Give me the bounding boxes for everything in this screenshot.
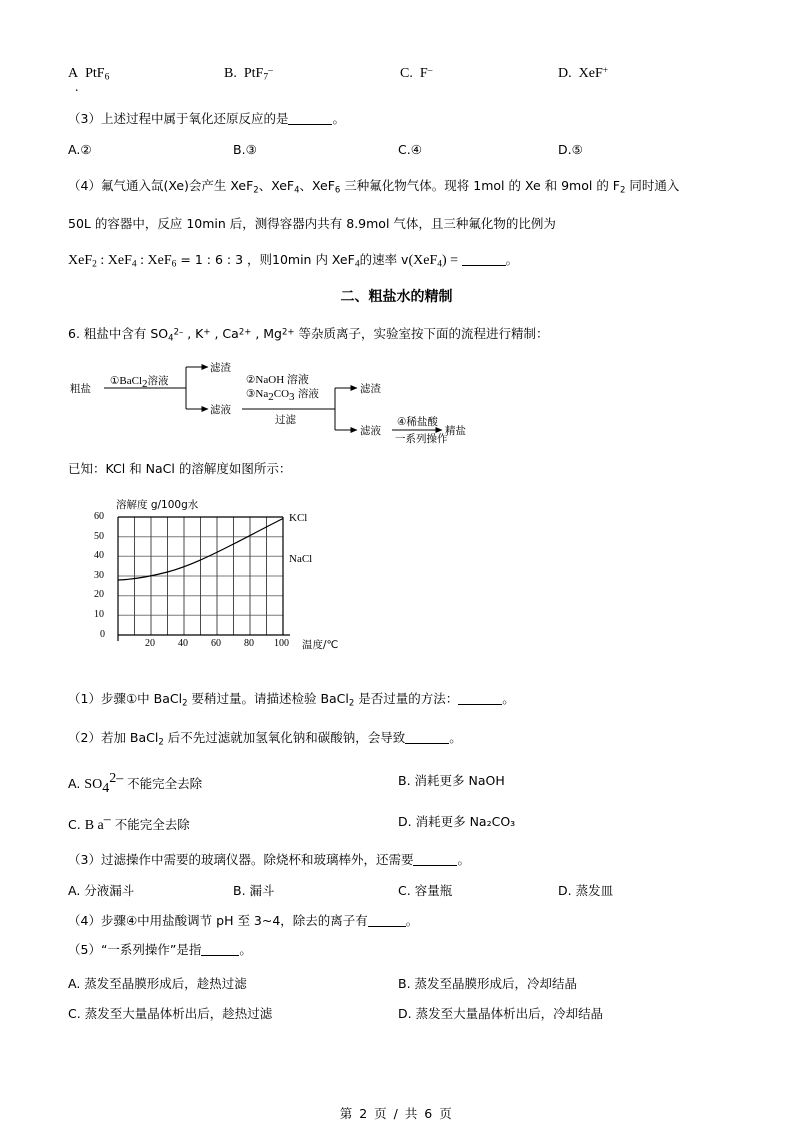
q6-2-a: （2）若加 BaCl bbox=[68, 730, 159, 745]
option-b-letter: B. bbox=[224, 66, 237, 81]
q6-4-a: （4）步骤④中用盐酸调节 pH 至 3~4，除去的离子有 bbox=[68, 913, 368, 928]
question-6-stem bbox=[68, 325, 728, 345]
question-4-line-2: 50L 的容器中，反应 10min 后，测得容器内共有 8.9mol 气体，且三种氟化物的比例为 bbox=[68, 216, 556, 231]
option-d-letter: D. bbox=[558, 66, 572, 81]
q4-l3-s4: 4 bbox=[354, 259, 360, 270]
series-label-kcl: KCl bbox=[289, 512, 308, 524]
option-c-sup: – bbox=[427, 66, 433, 77]
q4-l1-sub3: 6 bbox=[334, 185, 341, 196]
q3-option-a-label: A. bbox=[68, 142, 81, 157]
option-b-sup: – bbox=[268, 66, 273, 77]
q3-option-a-value: ② bbox=[80, 142, 92, 157]
q6-3-option-a-text: 分液漏斗 bbox=[84, 883, 135, 898]
q4-l3-a: XeF bbox=[68, 253, 93, 268]
q6-1-sub2: 2 bbox=[348, 698, 355, 709]
flow-branch1-top: 滤渣 bbox=[210, 362, 231, 374]
question-6-2 bbox=[68, 729, 728, 749]
q4-l3-end: 。 bbox=[505, 252, 519, 267]
series-label-nacl: NaCl bbox=[289, 553, 313, 565]
x-tick-80: 80 bbox=[244, 638, 254, 649]
q6-2-b: 后不先过滤就加氢氧化钠和碳酸钠，会导致 bbox=[163, 730, 406, 745]
q6-2-sub1: 2 bbox=[158, 737, 164, 748]
flow-branch2-bottom: 滤液 bbox=[360, 425, 381, 437]
q6-5-option-b-label: B. bbox=[398, 976, 411, 991]
q6-2-option-a-formula: SO bbox=[84, 776, 103, 792]
flow-step2-text: NaOH 溶液 bbox=[255, 374, 309, 386]
q4-l1-b: 、XeF bbox=[258, 178, 295, 193]
flow-step3-label bbox=[246, 386, 319, 403]
q6-1-c: 是否过量的方法： bbox=[354, 691, 459, 706]
q6-5-option-d bbox=[398, 1004, 603, 1022]
q6-2-option-c-formula: B a bbox=[84, 817, 104, 833]
option-c-value: F bbox=[419, 66, 428, 81]
answer-blank-q6-2[interactable] bbox=[405, 731, 449, 744]
option-a-sub: 6 bbox=[104, 72, 110, 83]
q6-5-option-a-label: A. bbox=[68, 976, 81, 991]
q4-l3-s2: 4 bbox=[131, 259, 137, 270]
page-footer: 第 2 页 / 共 6 页 bbox=[339, 1106, 454, 1121]
q6-2-option-a-label: A. bbox=[68, 775, 81, 791]
question-3-text: （3）上述过程中属于氧化还原反应的是 bbox=[68, 111, 289, 126]
x-tick-40: 40 bbox=[178, 638, 188, 649]
section-title: 二、粗盐水的精制 bbox=[340, 289, 453, 305]
q3-option-d-label: D. bbox=[558, 142, 572, 157]
q6-2-end: 。 bbox=[449, 730, 462, 745]
q3-option-a bbox=[68, 142, 92, 157]
q6-1-end: 。 bbox=[502, 691, 515, 706]
y-tick-60: 60 bbox=[94, 511, 104, 522]
option-a-dot: . bbox=[75, 79, 79, 94]
option-a-letter: A bbox=[68, 66, 79, 81]
option-c-letter: C. bbox=[400, 66, 413, 81]
option-a-value: PtF bbox=[85, 66, 105, 81]
flow-step2-num: ② bbox=[246, 374, 256, 386]
q4-l3-g: ) bbox=[442, 253, 447, 268]
flow-step4-label bbox=[397, 414, 438, 429]
q6-stem-sub1: 4 bbox=[168, 333, 174, 344]
flow-input-label: 粗盐 bbox=[70, 383, 91, 395]
q4-l3-f: (XeF bbox=[408, 253, 438, 268]
q6-2-option-d-text: 消耗更多 Na₂CO₃ bbox=[415, 814, 516, 829]
y-tick-40: 40 bbox=[94, 550, 104, 561]
question-6-4 bbox=[68, 912, 728, 931]
q6-5-option-c bbox=[68, 1004, 272, 1022]
q6-stem-a: 6. 粗盐中含有 SO bbox=[68, 326, 169, 341]
q4-l3-s1: 2 bbox=[92, 259, 97, 270]
q4-l3-b: : XeF bbox=[96, 253, 132, 268]
flow-step1-formula: BaCl bbox=[119, 375, 143, 387]
q4-l1-c: 、XeF bbox=[299, 178, 335, 193]
q6-3-option-d-text: 蒸发皿 bbox=[575, 883, 614, 898]
y-tick-10: 10 bbox=[94, 609, 104, 620]
question-6-3 bbox=[68, 851, 728, 870]
flow-step1-sub: 2 bbox=[142, 378, 148, 391]
q6-3-option-a-label: A. bbox=[68, 883, 81, 898]
q4-l1-a: （4）氟气通入氙(Xe)会产生 XeF bbox=[68, 178, 254, 193]
answer-blank-q6-4[interactable] bbox=[368, 914, 406, 927]
answer-blank-q3[interactable] bbox=[288, 112, 332, 125]
flow-step3-sub2: 3 bbox=[289, 391, 295, 404]
flow-step3-sub1: 2 bbox=[268, 391, 274, 404]
q4-l1-e: 同时通入 bbox=[625, 178, 680, 193]
q6-3-option-d-label: D. bbox=[558, 883, 572, 898]
q4-l3-s5: 4 bbox=[437, 259, 442, 270]
q6-3-option-a bbox=[68, 881, 134, 899]
chart-axis-caption: 溶解度 g/100g水 bbox=[116, 499, 199, 511]
purification-flow-diagram bbox=[70, 360, 490, 450]
q6-3-option-c bbox=[398, 881, 452, 899]
y-tick-20: 20 bbox=[94, 589, 104, 600]
option-c bbox=[400, 66, 432, 82]
q6-stem-b: , K bbox=[183, 326, 204, 341]
option-b-sub: 7 bbox=[263, 72, 269, 83]
flow-step4-text: 稀盐酸 bbox=[406, 416, 438, 428]
q6-5-option-b bbox=[398, 974, 577, 992]
q6-stem-c: , Ca bbox=[210, 326, 239, 341]
q3-option-c bbox=[398, 142, 422, 157]
known-line: 已知：KCl 和 NaCl 的溶解度如图所示： bbox=[68, 461, 292, 476]
q4-l1-sub4: 2 bbox=[619, 185, 626, 196]
q6-5-option-d-label: D. bbox=[398, 1006, 412, 1021]
question-4-line-1 bbox=[68, 177, 728, 197]
q6-2-option-a-text: 不能完全去除 bbox=[123, 775, 203, 791]
question-3-period: 。 bbox=[332, 111, 345, 126]
q6-2-option-a-sup: 2– bbox=[109, 771, 124, 786]
q6-3-option-d bbox=[558, 881, 613, 899]
flow-step3-num: ③ bbox=[246, 388, 256, 400]
question-4-line-3 bbox=[68, 250, 728, 272]
q6-3-a: （3）过滤操作中需要的玻璃仪器。除烧杯和玻璃棒外，还需要 bbox=[68, 852, 414, 867]
flow-step3-a: Na bbox=[255, 388, 269, 400]
q6-5-option-d-text: 蒸发至大量晶体析出后，冷却结晶 bbox=[415, 1006, 604, 1021]
q6-2-option-a bbox=[68, 771, 202, 797]
q6-5-option-a-text: 蒸发至晶膜形成后，趁热过滤 bbox=[84, 976, 247, 991]
flow-step3-c: 溶液 bbox=[294, 388, 319, 400]
q6-1-b: 要稍过量。请描述检验 BaCl bbox=[187, 691, 349, 706]
q6-5-option-c-text: 蒸发至大量晶体析出后，趁热过滤 bbox=[84, 1006, 273, 1021]
q6-3-option-c-text: 容量瓶 bbox=[414, 883, 453, 898]
flow-step3-b: CO bbox=[273, 388, 290, 400]
q6-5-option-c-label: C. bbox=[68, 1006, 81, 1021]
q6-1-a: （1）步骤①中 BaCl bbox=[68, 691, 183, 706]
q4-l1-sub1: 2 bbox=[253, 185, 259, 196]
y-tick-0: 0 bbox=[100, 629, 105, 640]
q6-4-end: 。 bbox=[405, 913, 419, 928]
solubility-chart-svg bbox=[78, 495, 408, 665]
option-b bbox=[224, 66, 273, 83]
flow-step1-label bbox=[110, 373, 169, 390]
y-tick-30: 30 bbox=[94, 570, 104, 581]
q3-option-d bbox=[558, 142, 583, 157]
q6-3-option-c-label: C. bbox=[398, 883, 411, 898]
x-tick-20: 20 bbox=[145, 638, 155, 649]
q6-2-option-d bbox=[398, 812, 515, 830]
q6-2-option-c-sup: – bbox=[103, 812, 111, 827]
option-b-value: PtF bbox=[243, 66, 264, 81]
q6-1-sub1: 2 bbox=[182, 698, 188, 709]
q6-3-end: 。 bbox=[457, 852, 470, 867]
q3-option-c-value: ④ bbox=[410, 142, 422, 157]
q3-option-b-label: B. bbox=[233, 142, 246, 157]
q6-3-option-b-text: 漏斗 bbox=[249, 883, 275, 898]
q6-stem-sup3: 2+ bbox=[238, 327, 252, 338]
q6-3-option-b-label: B. bbox=[233, 883, 246, 898]
q4-l1-sub2: 4 bbox=[294, 185, 300, 196]
question-6-5 bbox=[68, 941, 728, 960]
q6-2-option-b bbox=[398, 771, 505, 789]
x-tick-60: 60 bbox=[211, 638, 221, 649]
q3-option-b-value: ③ bbox=[245, 142, 257, 157]
flow-branch1-bottom: 滤液 bbox=[210, 404, 231, 416]
q3-option-c-label: C. bbox=[398, 142, 411, 157]
flow-step1-num: ① bbox=[110, 375, 120, 387]
q6-stem-sup2: + bbox=[203, 327, 211, 338]
q4-l3-s3: 6 bbox=[171, 259, 177, 270]
q4-l3-c: : XeF bbox=[136, 253, 172, 268]
option-d-value: XeF bbox=[578, 66, 603, 81]
answer-blank-q6-5[interactable] bbox=[201, 943, 239, 956]
flow-step4-sub-label: 一系列操作 bbox=[395, 433, 448, 445]
q6-5-end: 。 bbox=[239, 942, 252, 957]
q4-l3-h: = bbox=[446, 253, 462, 268]
question-3-stem bbox=[68, 110, 728, 129]
q6-3-option-b bbox=[233, 881, 275, 899]
chart-xlabel: 温度/℃ bbox=[302, 639, 339, 651]
q6-stem-sup4: 2+ bbox=[281, 327, 295, 338]
flow-branch2-top: 滤渣 bbox=[360, 383, 381, 395]
q6-2-option-d-label: D. bbox=[398, 814, 412, 829]
flow-filter-label: 过滤 bbox=[275, 414, 296, 426]
q6-5-option-b-text: 蒸发至晶膜形成后，冷却结晶 bbox=[414, 976, 578, 991]
q6-2-option-a-sub: 4 bbox=[102, 780, 110, 796]
q6-2-option-b-text: 消耗更多 NaOH bbox=[414, 773, 505, 788]
q6-stem-sup1: 2– bbox=[173, 327, 184, 338]
option-d bbox=[558, 66, 608, 82]
q4-l3-d: = 1 : 6 : 3 ，则10min 内 XeF bbox=[176, 252, 355, 267]
answer-blank-q6-1[interactable] bbox=[458, 692, 502, 705]
q6-2-option-b-label: B. bbox=[398, 773, 411, 788]
q6-5-option-a bbox=[68, 974, 247, 992]
q6-2-option-c-text: 不能完全去除 bbox=[110, 816, 190, 832]
q6-2-option-c-label: C. bbox=[68, 816, 81, 832]
flow-step4-num: ④ bbox=[397, 416, 407, 428]
flow-step2-label bbox=[246, 371, 309, 387]
x-tick-100: 100 bbox=[274, 638, 289, 649]
answer-blank-q4[interactable] bbox=[462, 252, 506, 266]
flow-step1-suffix: 溶液 bbox=[147, 375, 169, 387]
q3-option-b bbox=[233, 142, 257, 157]
answer-blank-q6-3[interactable] bbox=[413, 853, 457, 866]
option-d-sup: + bbox=[602, 66, 609, 77]
y-tick-50: 50 bbox=[94, 531, 104, 542]
question-6-1 bbox=[68, 690, 728, 710]
q6-stem-d: , Mg bbox=[251, 326, 282, 341]
flow-output-label: 精盐 bbox=[445, 425, 466, 437]
q6-5-a: （5）“一系列操作”是指 bbox=[68, 942, 202, 957]
q4-l3-e: 的速率 v bbox=[359, 252, 409, 267]
solubility-chart bbox=[78, 495, 408, 665]
q6-2-option-c bbox=[68, 812, 190, 834]
q4-l1-d: 三种氟化物气体。现将 1mol 的 Xe 和 9mol 的 F bbox=[340, 178, 620, 193]
q3-option-d-value: ⑤ bbox=[571, 142, 583, 157]
q6-stem-e: 等杂质离子，实验室按下面的流程进行精制： bbox=[294, 326, 549, 341]
